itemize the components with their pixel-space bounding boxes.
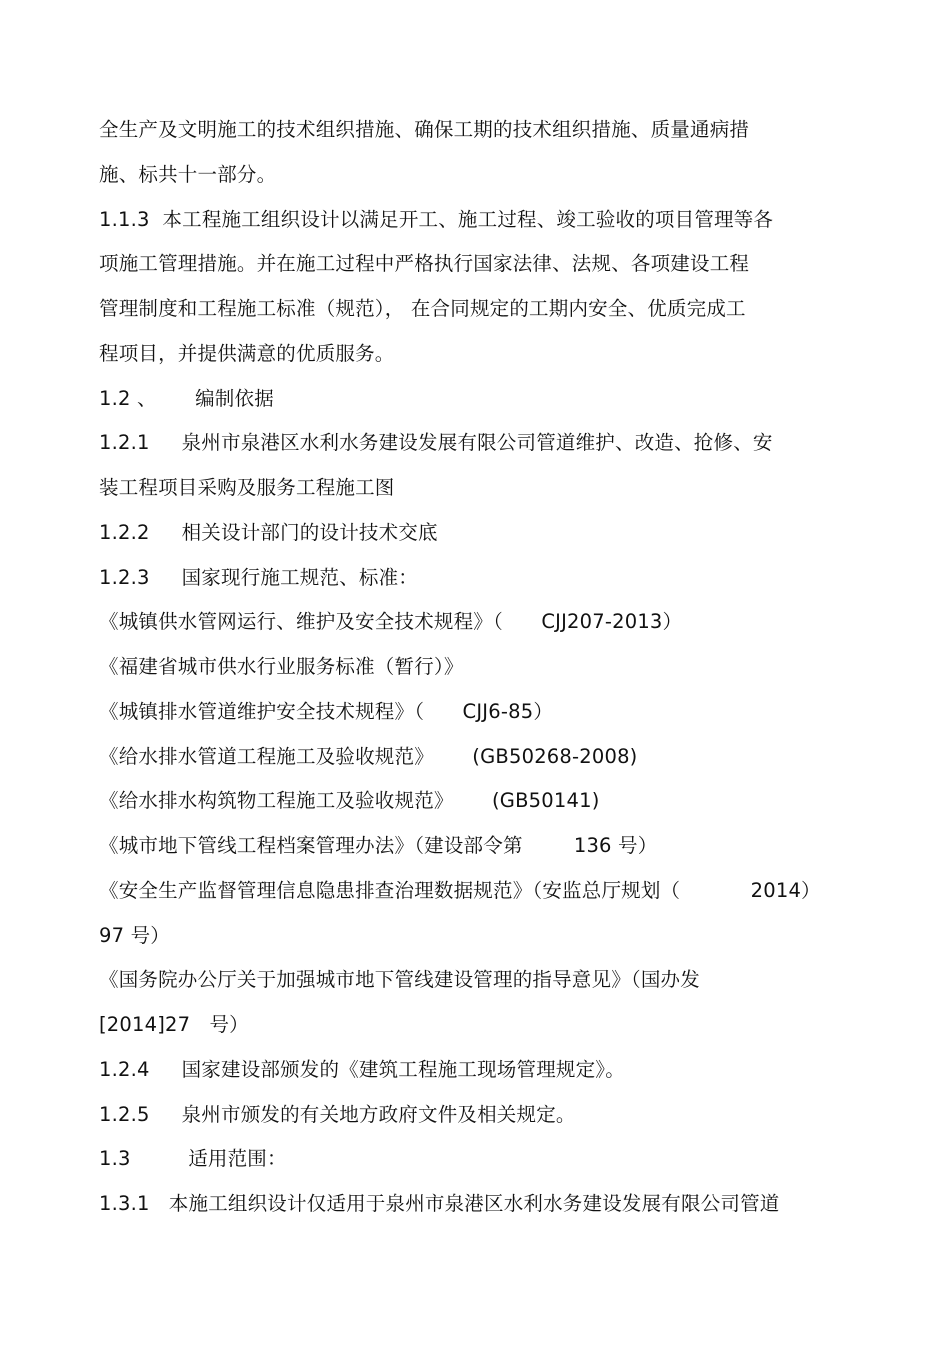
text-line: 项施工管理措施。并在施工过程中严格执行国家法律、法规、各项建设工程 xyxy=(99,252,750,275)
text-line: 施、标共十一部分。 xyxy=(99,163,277,186)
standard-item: 《给水排水构筑物工程施工及验收规范》 (GB50141) xyxy=(99,789,600,812)
section-1-2-3: 1.2.3 国家现行施工规范、标准： xyxy=(99,566,419,589)
section-1-2-5: 1.2.5 泉州市颁发的有关地方政府文件及相关规定。 xyxy=(99,1103,576,1126)
standard-item: 《安全生产监督管理信息隐患排查治理数据规范》（安监总厅规划（ 2014） xyxy=(99,879,821,902)
text-line: 装工程项目采购及服务工程施工图 xyxy=(99,476,395,499)
text-line: [2014]27 号） xyxy=(99,1013,249,1036)
standard-item: 《给水排水管道工程施工及验收规范》 (GB50268-2008) xyxy=(99,745,638,768)
standard-item: 《福建省城市供水行业服务标准（暂行）》 xyxy=(99,655,464,678)
section-1-3-heading: 1.3 适用范围： xyxy=(99,1147,287,1170)
section-1-2-heading: 1.2 、 编制依据 xyxy=(99,387,274,410)
section-1-3-1: 1.3.1 本施工组织设计仅适用于泉州市泉港区水利水务建设发展有限公司管道 xyxy=(99,1192,780,1215)
text-line: 程项目，并提供满意的优质服务。 xyxy=(99,342,395,365)
section-1-2-2: 1.2.2 相关设计部门的设计技术交底 xyxy=(99,521,438,544)
standard-item: 《国务院办公厅关于加强城市地下管线建设管理的指导意见》（国办发 xyxy=(99,968,700,991)
text-line: 97 号） xyxy=(99,924,171,947)
section-1-2-4: 1.2.4 国家建设部颁发的《建筑工程施工现场管理规定》。 xyxy=(99,1058,625,1081)
standard-item: 《城镇排水管道维护安全技术规程》（ CJJ6-85） xyxy=(99,700,554,723)
section-1-2-1: 1.2.1 泉州市泉港区水利水务建设发展有限公司管道维护、改造、抢修、安 xyxy=(99,431,773,454)
text-line: 全生产及文明施工的技术组织措施、确保工期的技术组织措施、质量通病措 xyxy=(99,118,750,141)
standard-item: 《城市地下管线工程档案管理办法》（建设部令第 136 号） xyxy=(99,834,658,857)
text-line: 管理制度和工程施工标准（规范）， 在合同规定的工期内安全、优质完成工 xyxy=(99,297,746,320)
standard-item: 《城镇供水管网运行、维护及安全技术规程》（ CJJ207-2013） xyxy=(99,610,683,633)
section-1-1-3: 1.1.3 本工程施工组织设计以满足开工、施工过程、竣工验收的项目管理等各 xyxy=(99,208,774,231)
